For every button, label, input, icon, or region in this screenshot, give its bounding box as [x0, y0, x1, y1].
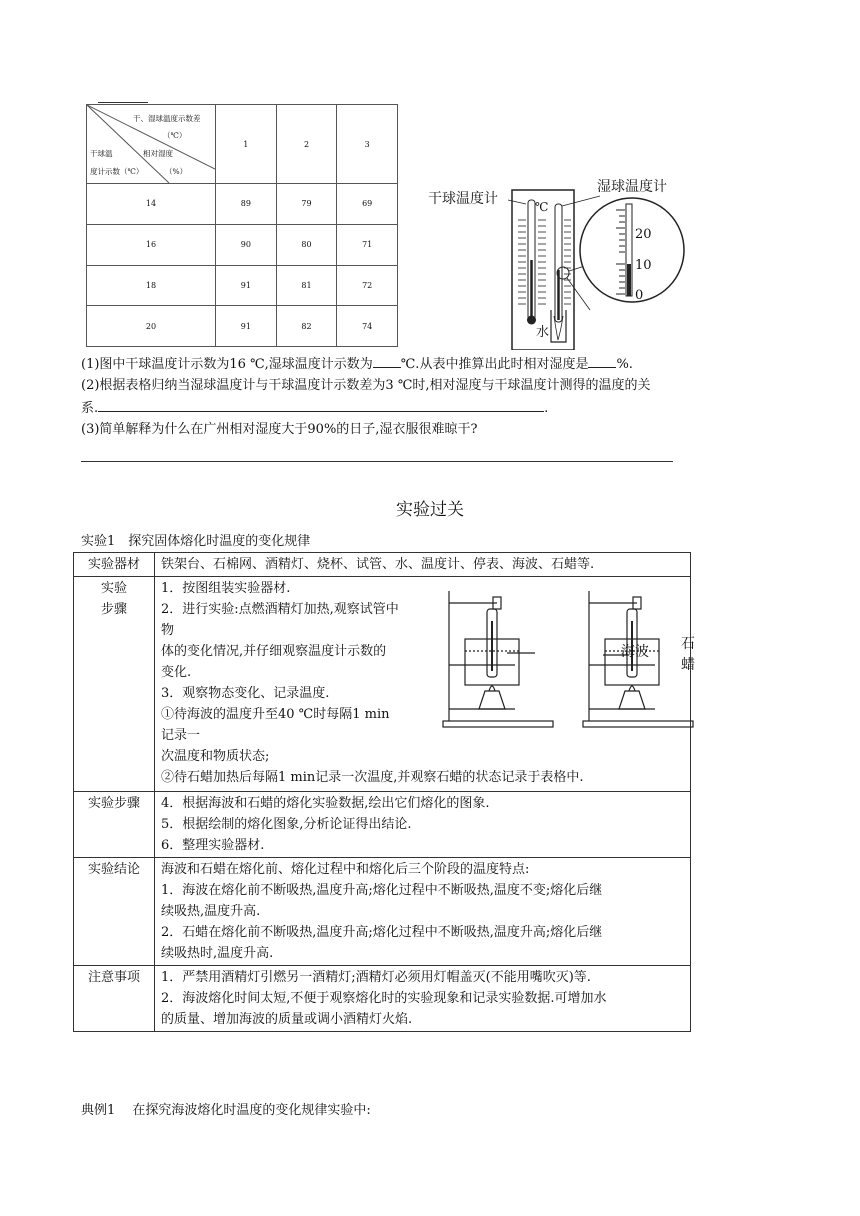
diff-col-2: 2	[276, 105, 337, 184]
experiment-table	[73, 552, 695, 1032]
header-left-label-1: 干球温	[90, 149, 113, 158]
diff-col-3: 3	[337, 105, 398, 184]
dry-temp-cell: 14	[87, 184, 216, 225]
paraffin-label: 石蜡	[681, 636, 695, 673]
humidity-cell: 69	[337, 184, 398, 225]
steps-b-cell: 4．根据海波和石蜡的熔化实验数据,绘出它们熔化的图象. 5．根据绘制的熔化图象,分析论证得出结论. 6．整理实验器材.	[155, 792, 691, 858]
table-row	[87, 184, 398, 225]
humidity-cell: 91	[216, 306, 277, 347]
dry-thermometer-label: 干球温度计	[428, 191, 498, 207]
question-3: (3)简单解释为什么在广州相对湿度大于90%的日子,湿衣服很难晾干?	[81, 422, 478, 437]
steps-cell	[155, 577, 695, 792]
header-left-label-2: 度计示数（℃）	[90, 167, 144, 176]
scale-0-label: 0	[635, 288, 644, 303]
scale-10-label: 10	[635, 258, 652, 273]
header-unit-label: （%）	[165, 167, 188, 176]
unit-label: ℃	[535, 200, 549, 214]
step-line: 3．观察物态变化、记录温度.	[161, 686, 330, 701]
steps-b-label: 实验步骤	[74, 792, 155, 858]
section-title: 实验过关	[396, 500, 464, 520]
experiment-title: 实验1 探究固体熔化时温度的变化规律	[81, 534, 311, 549]
answer-blank[interactable]	[588, 353, 616, 368]
humidity-cell: 80	[276, 224, 337, 265]
step-last-line: ②待石蜡加热后每隔1 min记录一次温度,并观察石蜡的状态记录于表格中.	[161, 770, 584, 785]
step-line: 变化.	[161, 665, 192, 680]
conclusion-cell: 海波和石蜡在熔化前、熔化过程中和熔化后三个阶段的温度特点: 1．海波在熔化前不断吸热,温度升高;熔化过程中不断吸热,温度不变;熔化后继 续吸热,温度升高. 2．石蜡在熔化前不断吸热,温度升高;熔化过程中不断吸热,温度升高;熔化后继 续吸热时,温度升高.	[155, 858, 691, 966]
humidity-cell: 82	[276, 306, 337, 347]
answer-blank[interactable]	[373, 353, 401, 368]
answer-blank[interactable]	[98, 397, 544, 412]
water-label: 水	[536, 325, 550, 340]
dry-temp-cell: 16	[87, 224, 216, 265]
dry-temp-cell: 18	[87, 265, 216, 306]
step-line: 1．按图组装实验器材.	[161, 581, 291, 596]
step-line: 次温度和物质状态;	[161, 749, 270, 764]
humidity-table	[86, 104, 398, 347]
humidity-cell: 74	[337, 306, 398, 347]
question-1: (1)图中干球温度计示数为16 ℃,湿球温度计示数为 ℃.从表中推算出此时相对湿度是 %.	[81, 353, 633, 376]
step-line: 2．进行实验:点燃酒精灯加热,观察试管中	[161, 602, 399, 617]
humidity-cell: 71	[337, 224, 398, 265]
header-top-label-1: 干、湿球温度示数差	[133, 114, 201, 123]
conclusion-label: 实验结论	[74, 858, 155, 966]
humidity-cell: 89	[216, 184, 277, 225]
table-row	[87, 265, 398, 306]
header-mid-label: 相对湿度	[143, 149, 173, 158]
humidity-cell: 72	[337, 265, 398, 306]
equipment-text: 铁架台、石棉网、酒精灯、烧杯、试管、水、温度计、停表、海波、石蜡等.	[155, 553, 691, 577]
notes-label: 注意事项	[74, 966, 155, 1032]
humidity-cell: 81	[276, 265, 337, 306]
steps-label: 实验 步骤	[74, 577, 155, 792]
header-top-label-2: （℃）	[163, 131, 187, 140]
step-line: 记录一	[161, 728, 201, 743]
table-row	[87, 224, 398, 265]
humidity-cell: 79	[276, 184, 337, 225]
equipment-label: 实验器材	[74, 553, 155, 577]
scale-20-label: 20	[635, 227, 652, 242]
wet-thermometer-label: 湿球温度计	[597, 179, 667, 195]
apparatus-figure	[435, 581, 705, 731]
table-row	[87, 306, 398, 347]
step-line: 物	[161, 623, 175, 638]
top-rule	[98, 102, 148, 103]
question-2-cont: 系. .	[81, 397, 548, 420]
step-line: 体的变化情况,并仔细观察温度计示数的	[161, 644, 387, 659]
humidity-cell: 91	[216, 265, 277, 306]
diagonal-header-cell	[87, 105, 216, 184]
diff-col-1: 1	[216, 105, 277, 184]
example-title: 典例1 在探究海波熔化时温度的变化规律实验中:	[81, 1103, 371, 1118]
question-2: (2)根据表格归纳当湿球温度计与干球温度计示数差为3 ℃时,相对湿度与干球温度计测得的温度的关	[81, 378, 651, 393]
answer-line-q3[interactable]	[81, 461, 673, 462]
dry-temp-cell: 20	[87, 306, 216, 347]
humidity-cell: 90	[216, 224, 277, 265]
notes-cell: 1．严禁用酒精灯引燃另一酒精灯;酒精灯必须用灯帽盖灭(不能用嘴吹灭)等. 2．海波熔化时间太短,不便于观察熔化时的实验现象和记录实验数据.可增加水 的质量、增加海波的质量或调小酒精灯火焰.	[155, 966, 691, 1032]
hypo-label: 海波	[621, 644, 649, 660]
step-line: ①待海波的温度升至40 ℃时每隔1 min	[161, 707, 390, 722]
